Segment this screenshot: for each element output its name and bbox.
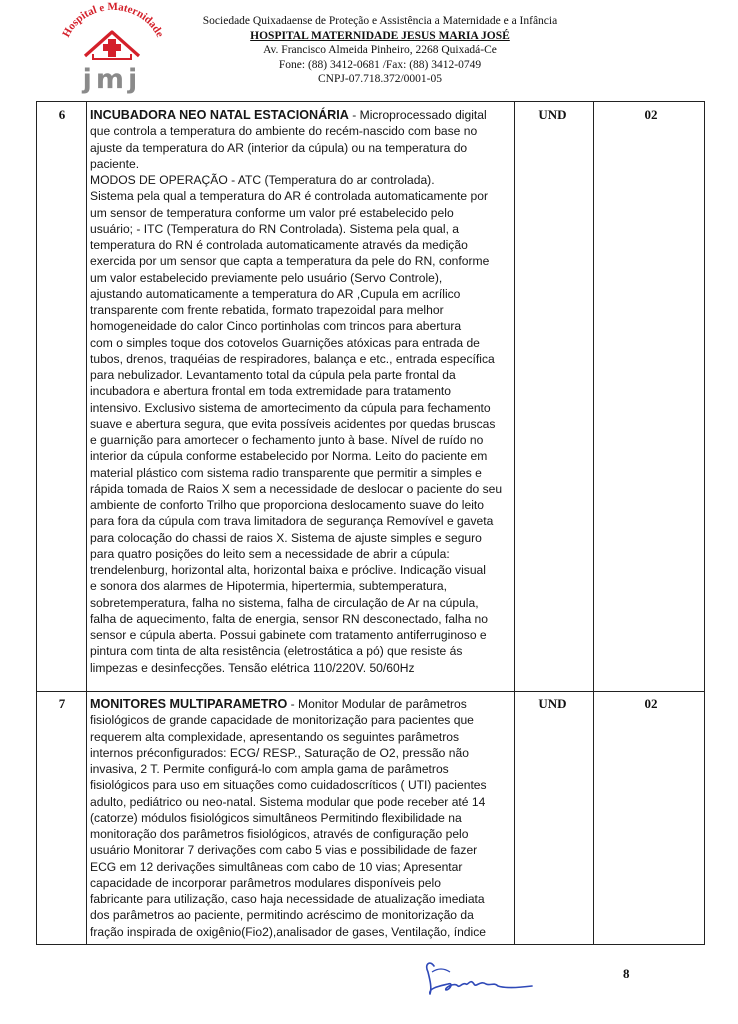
row-divider	[37, 691, 704, 692]
logo-letters: jmj	[82, 64, 142, 94]
desc-line: com o simples toque dos cotovelos Guarnições atóxicas para entrada de	[90, 335, 480, 350]
signature	[420, 958, 560, 998]
desc-line: que controla a temperatura do ambiente do recém-nascido com base no	[90, 124, 478, 139]
desc-line: incubadora e abertura frontal em toda extremidade para tratamento	[90, 384, 452, 399]
desc-line: - Microprocessado digital	[348, 108, 487, 122]
column-divider	[86, 102, 87, 944]
desc-line: intensivo. Exclusivo sistema de amortecimento da cúpula para fechamento	[90, 400, 491, 415]
desc-line: fisiológicos de grande capacidade de monitorização para pacientes que	[90, 713, 474, 728]
desc-line: internos préconfigurados: ECG/ RESP., Saturação de O2, pressão não	[90, 745, 469, 760]
desc-line: MODOS DE OPERAÇÃO - ATC (Temperatura do ar controlada).	[90, 173, 435, 187]
desc-line: usuário; - ITC (Temperatura do RN Controlada). Sistema pela qual, a	[90, 221, 460, 236]
desc-line: invasiva, 2 T. Permite configurá-lo com ampla gama de parâmetros	[90, 762, 449, 776]
desc-line: dos parâmetros ao paciente, permitindo acréscimo de monitorização da	[90, 908, 474, 923]
desc-line: sobretemperatura, falha no sistema, falha de circulação de Ar na cúpula,	[90, 595, 479, 610]
desc-line: capacidade de incorporar parâmetros modulares disponíveis pelo	[90, 875, 441, 890]
address-line: Av. Francisco Almeida Pinheiro, 2268 Quixadá-Ce	[263, 44, 497, 56]
desc-line: adulto, pediátrico ou neo-natal. Sistema modular que pode receber até 14	[90, 794, 486, 809]
desc-line: temperatura do RN é controlada automaticamente através da medição	[90, 238, 468, 252]
desc-line: fabricante para utilização, caso haja necessidade de atualização imediata	[90, 892, 485, 906]
desc-line: ajuste da temperatura do AR (interior da cúpula) ou na temperatura do	[90, 140, 468, 155]
desc-line: fisiológicos para uso em situações como cuidadoscríticos ( UTI) pacientes	[90, 778, 487, 793]
desc-line: sensor e cúpula aberta. Possui gabinete com tratamento antiferruginoso e	[90, 628, 487, 642]
cnpj-line: CNPJ-07.718.372/0001-05	[318, 73, 442, 85]
desc-line: (catorze) módulos fisiológicos simultâneos Permitindo flexibilidade na	[90, 810, 462, 825]
item-title: MONITORES MULTIPARAMETRO	[90, 697, 288, 711]
item-number: 7	[58, 696, 66, 711]
letterhead	[0, 0, 738, 100]
header-text	[170, 14, 590, 87]
desc-line: paciente.	[90, 156, 140, 171]
item-number: 6	[58, 107, 66, 122]
desc-line: usuário Monitorar 7 derivações com cabo 5 vias e possibilidade de fazer	[90, 843, 478, 858]
hospital-logo	[55, 2, 170, 94]
item-quantity: 02	[644, 696, 658, 711]
column-divider	[514, 102, 515, 944]
desc-line: monitoração dos parâmetros fisiológicos, através de configuração pelo	[90, 827, 469, 841]
column-divider	[593, 102, 594, 944]
desc-line: ambiente de conforto Trilho que proporciona deslocamento suave do leito	[90, 498, 484, 512]
desc-line: para nebulizador. Levantamento total da cúpula pela parte frontal da	[90, 368, 456, 382]
desc-line: trendelenburg, horizontal alta, horizontal baixa e próclive. Indicação visual	[90, 563, 486, 577]
desc-line: pintura com tinta de alta resistência (eletrostática a pó) que resiste ás	[90, 644, 463, 659]
item-title: INCUBADORA NEO NATAL ESTACIONÁRIA	[90, 108, 349, 122]
phone-line: Fone: (88) 3412-0681 /Fax: (88) 3412-0749	[278, 58, 482, 71]
desc-line: ajustando automaticamente a temperatura do AR ,Cupula em acrílico	[90, 286, 461, 301]
desc-line: ECG em 12 derivações simultâneas com cabo de 10 vias; Apresentar	[90, 859, 463, 874]
desc-line: e sonora dos alarmes de Hipotermia, hipertermia, subtemperatura,	[90, 579, 447, 594]
desc-line: um valor estabelecido previamente pelo usuário (Servo Controle),	[90, 270, 443, 285]
desc-line: falha de aquecimento, falta de energia, sensor RN desconectado, falha no	[90, 611, 489, 626]
items-table	[36, 101, 705, 945]
page-number: 8	[623, 966, 630, 981]
desc-line: fração inspirada de oxigênio(Fio2),analisador de gases, Ventilação, índice	[90, 924, 486, 939]
desc-line: e guarnição para amortecer o fechamento junto à base. Nível de ruído no	[90, 433, 484, 447]
desc-line: - Monitor Modular de parâmetros	[287, 697, 467, 711]
item-description	[90, 107, 510, 676]
desc-line: Sistema pela qual a temperatura do AR é controlada automaticamente por	[90, 189, 488, 204]
desc-line: transparente com frente rebatida, formato trapezoidal para melhor	[90, 303, 444, 317]
hospital-name: HOSPITAL MATERNIDADE JESUS MARIA JOSÉ	[250, 29, 510, 42]
desc-line: suave e abertura segura, que evita possíveis acidentes por quedas bruscas	[90, 416, 496, 431]
desc-line: homogeneidade do calor Cinco portinholas com trincos para abertura	[90, 319, 462, 334]
desc-line: requerem alta complexidade, apresentando os seguintes parâmetros	[90, 729, 460, 744]
desc-line: limpezas e desinfecções. Tensão elétrica 110/220V. 50/60Hz	[90, 660, 415, 675]
desc-line: tubos, drenos, traquéias de respiradores, balança e etc., entrada específica	[90, 351, 495, 366]
item-description	[90, 696, 510, 940]
desc-line: para fora da cúpula com trava limitadora de segurança Removível e gaveta	[90, 514, 494, 529]
desc-line: material plástico com sistema radio transparente que permitir a simples e	[90, 465, 482, 480]
desc-line: um sensor de temperatura conforme um valor pré estabelecido pelo	[90, 205, 454, 220]
item-quantity: 02	[644, 107, 658, 122]
desc-line: para quatro posições do leito sem a necessidade de abrir a cúpula:	[90, 546, 450, 561]
desc-line: interior da cúpula conforme estabelecido por Norma. Leito do paciente em	[90, 449, 488, 464]
desc-line: para colocação do chassi de raios X. Sistema de ajuste simples e seguro	[90, 530, 482, 545]
society-name: Sociedade Quixadaense de Proteção e Assistência a Maternidade e a Infância	[202, 15, 558, 27]
desc-line: rápida tomada de Raios X sem a necessidade de deslocar o paciente do seu	[90, 481, 503, 496]
item-unit: UND	[538, 696, 567, 711]
desc-line: exercida por um sensor que capta a temperatura da pele do RN, conforme	[90, 254, 490, 269]
logo-arc-text: Hospital e Maternidade	[60, 2, 166, 40]
item-unit: UND	[538, 107, 567, 122]
